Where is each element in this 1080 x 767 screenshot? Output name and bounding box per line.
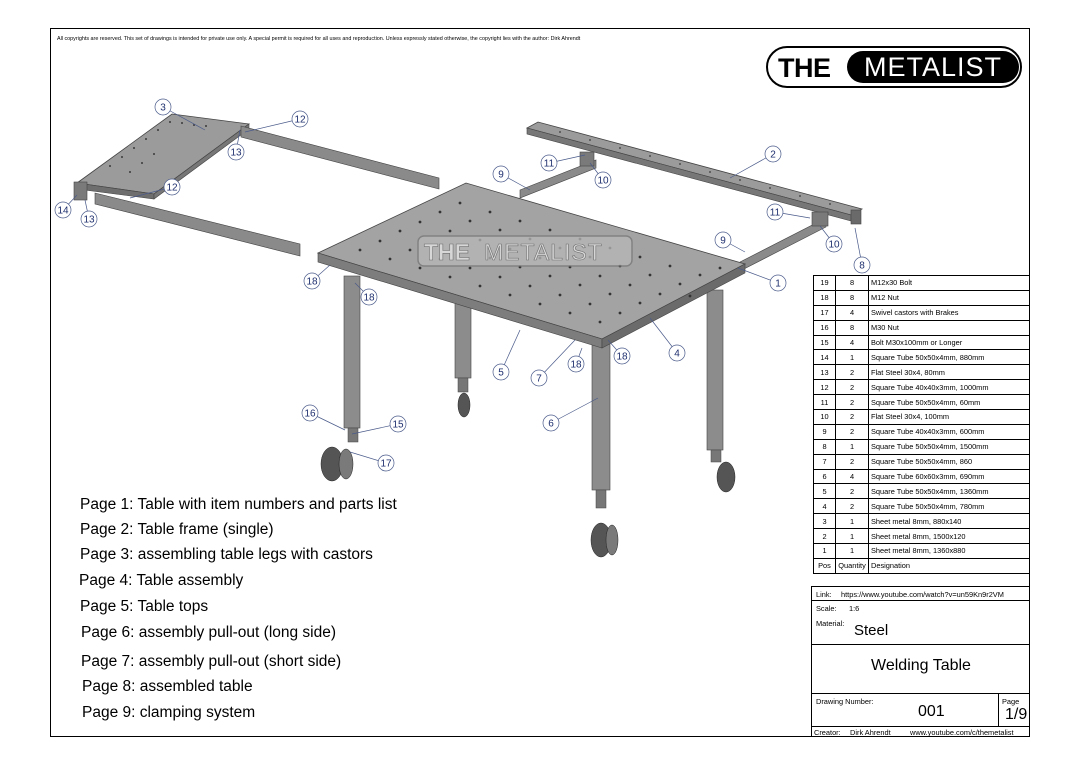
parts-row	[814, 380, 1030, 395]
parts-cell-designation: Bolt M30x100mm or Longer	[869, 335, 1030, 350]
parts-cell-designation: Flat Steel 30x4, 80mm	[869, 365, 1030, 380]
callout-5	[493, 330, 520, 380]
callout-number: 15	[392, 419, 404, 431]
parts-cell-qty: 1	[836, 350, 869, 365]
callout-18	[304, 265, 330, 289]
callout-number: 11	[543, 158, 555, 170]
parts-cell-pos: 4	[814, 499, 836, 514]
parts-cell-designation: M30 Nut	[869, 320, 1030, 335]
parts-cell-qty: 1	[836, 439, 869, 454]
page-list-item: Page 9: clamping system	[82, 704, 256, 721]
copyright-notice: All copyrights are reserved. This set of drawings is intended for private use only. A special permit is required for all uses and reproduction. Unless expressly stated otherwise, the copyright lies with the author: Dirk Ahrendt	[57, 36, 581, 42]
watermark-the: THE	[424, 239, 470, 265]
callout-number: 9	[498, 169, 504, 181]
page-list-item: Page 6: assembly pull-out (long side)	[81, 624, 337, 641]
callout-number: 9	[720, 235, 726, 247]
drawing-number-label: Drawing Number:	[816, 697, 874, 706]
parts-cell-pos: 2	[814, 529, 836, 544]
parts-cell-pos: 17	[814, 305, 836, 320]
parts-row	[814, 454, 1030, 469]
parts-row	[814, 529, 1030, 544]
parts-cell-designation: M12 Nut	[869, 290, 1030, 305]
parts-cell-pos: 10	[814, 410, 836, 425]
parts-cell-qty: 2	[836, 484, 869, 499]
drawing-number: 001	[918, 703, 945, 720]
scale-label: Scale:	[816, 604, 837, 613]
callout-9	[493, 166, 530, 190]
parts-cell-qty: 4	[836, 305, 869, 320]
callout-16	[302, 405, 345, 430]
parts-row	[814, 544, 1030, 559]
page-list-item: Page 5: Table tops	[80, 598, 209, 615]
page-list-item: Page 4: Table assembly	[79, 572, 244, 589]
parts-row	[814, 424, 1030, 439]
callout-18	[568, 348, 584, 372]
callout-number: 18	[306, 276, 318, 288]
callout-number: 13	[83, 214, 95, 226]
parts-cell-designation: M12x30 Bolt	[869, 276, 1030, 291]
callout-6	[543, 398, 598, 431]
parts-row	[814, 499, 1030, 514]
callout-number: 16	[304, 408, 316, 420]
parts-cell-qty: Quantity	[836, 558, 869, 573]
callout-number: 3	[160, 102, 166, 114]
parts-cell-qty: 2	[836, 395, 869, 410]
parts-cell-pos: 8	[814, 439, 836, 454]
parts-row	[814, 365, 1030, 380]
parts-row	[814, 320, 1030, 335]
parts-cell-pos: 1	[814, 544, 836, 559]
parts-cell-designation: Designation	[869, 558, 1030, 573]
parts-cell-qty: 2	[836, 454, 869, 469]
parts-cell-qty: 1	[836, 529, 869, 544]
parts-cell-qty: 2	[836, 365, 869, 380]
callout-number: 11	[769, 207, 781, 219]
callout-number: 12	[294, 114, 306, 126]
parts-cell-designation: Sheet metal 8mm, 1360x880	[869, 544, 1030, 559]
parts-row	[814, 395, 1030, 410]
table-top	[318, 183, 745, 348]
callout-number: 10	[828, 239, 840, 251]
parts-cell-pos: 3	[814, 514, 836, 529]
parts-cell-designation: Square Tube 50x50x4mm, 1360mm	[869, 484, 1030, 499]
callout-number: 14	[57, 205, 69, 217]
callout-17	[350, 452, 394, 471]
callout-number: 5	[498, 367, 504, 379]
parts-cell-qty: 4	[836, 335, 869, 350]
parts-cell-pos: 5	[814, 484, 836, 499]
drawing-title: Welding Table	[871, 657, 971, 674]
callout-13	[81, 200, 97, 227]
parts-cell-pos: 19	[814, 276, 836, 291]
parts-row	[814, 335, 1030, 350]
parts-cell-qty: 2	[836, 410, 869, 425]
callout-number: 7	[536, 373, 542, 385]
material-value: Steel	[854, 622, 889, 639]
callout-18	[608, 340, 630, 364]
parts-cell-qty: 2	[836, 380, 869, 395]
logo-name: METALIST	[847, 51, 1019, 83]
parts-cell-qty: 8	[836, 290, 869, 305]
parts-row	[814, 290, 1030, 305]
parts-cell-designation: Square Tube 50x50x4mm, 780mm	[869, 499, 1030, 514]
page-list-item: Page 8: assembled table	[82, 678, 253, 695]
parts-row	[814, 484, 1030, 499]
parts-cell-qty: 2	[836, 424, 869, 439]
parts-cell-qty: 8	[836, 320, 869, 335]
callout-number: 18	[363, 292, 375, 304]
parts-cell-pos: 18	[814, 290, 836, 305]
parts-cell-pos: 15	[814, 335, 836, 350]
callout-number: 6	[548, 418, 554, 430]
link-value: https://www.youtube.com/watch?v=un59Kn9r2VM	[841, 590, 1004, 599]
parts-cell-designation: Square Tube 50x50x4mm, 60mm	[869, 395, 1030, 410]
parts-cell-pos: 9	[814, 424, 836, 439]
page-list-item: Page 7: assembly pull-out (short side)	[81, 653, 342, 670]
watermark-name: METALIST	[484, 239, 603, 265]
callout-number: 10	[597, 175, 609, 187]
parts-cell-pos: 11	[814, 395, 836, 410]
page-list-item: Page 1: Table with item numbers and parts list	[80, 496, 397, 513]
parts-row	[814, 276, 1030, 291]
material-label: Material:	[816, 619, 845, 628]
parts-row	[814, 514, 1030, 529]
parts-row	[814, 305, 1030, 320]
creator-name: Dirk Ahrendt	[850, 728, 891, 737]
logo-the: THE	[778, 53, 831, 83]
parts-row	[814, 350, 1030, 365]
parts-cell-qty: 1	[836, 544, 869, 559]
callout-number: 12	[166, 182, 178, 194]
parts-cell-designation: Swivel castors with Brakes	[869, 305, 1030, 320]
link-label: Link:	[816, 590, 832, 599]
parts-list-table	[813, 275, 1030, 574]
callout-number: 18	[616, 351, 628, 363]
parts-cell-pos: 12	[814, 380, 836, 395]
page-list-item: Page 2: Table frame (single)	[80, 521, 274, 538]
callout-number: 18	[570, 359, 582, 371]
parts-cell-designation: Square Tube 60x60x3mm, 690mm	[869, 469, 1030, 484]
page-label: Page	[1002, 697, 1020, 706]
parts-cell-qty: 4	[836, 469, 869, 484]
parts-cell-pos: 14	[814, 350, 836, 365]
callout-8	[854, 228, 870, 273]
parts-cell-pos: 16	[814, 320, 836, 335]
callout-number: 4	[674, 348, 680, 360]
page-list-item: Page 3: assembling table legs with castors	[80, 546, 373, 563]
title-block	[811, 586, 1030, 737]
callout-number: 17	[380, 458, 392, 470]
parts-cell-pos: 6	[814, 469, 836, 484]
creator-label: Creator:	[814, 728, 841, 737]
parts-cell-designation: Square Tube 50x50x4mm, 1500mm	[869, 439, 1030, 454]
parts-cell-designation: Square Tube 50x50x4mm, 860	[869, 454, 1030, 469]
callout-number: 13	[230, 147, 242, 159]
callout-number: 1	[775, 278, 781, 290]
parts-cell-designation: Sheet metal 8mm, 1500x120	[869, 529, 1030, 544]
parts-cell-qty: 8	[836, 276, 869, 291]
callout-12	[245, 111, 308, 132]
parts-cell-qty: 2	[836, 499, 869, 514]
parts-cell-designation: Square Tube 40x40x3mm, 1000mm	[869, 380, 1030, 395]
callout-number: 8	[859, 260, 865, 272]
parts-cell-designation: Square Tube 40x40x3mm, 600mm	[869, 424, 1030, 439]
parts-cell-pos: 7	[814, 454, 836, 469]
callout-4	[650, 318, 685, 361]
callout-number: 2	[770, 149, 776, 161]
callout-14	[55, 195, 77, 218]
parts-cell-pos: 13	[814, 365, 836, 380]
callout-10	[590, 163, 611, 188]
parts-cell-pos: Pos	[814, 558, 836, 573]
channel-url: www.youtube.com/c/themetalist	[910, 728, 1014, 737]
callout-leader-line	[245, 119, 300, 132]
parts-row	[814, 469, 1030, 484]
parts-row	[814, 410, 1030, 425]
parts-row	[814, 439, 1030, 454]
callout-2	[730, 146, 781, 178]
callout-9	[715, 232, 745, 252]
parts-cell-designation: Sheet metal 8mm, 880x140	[869, 514, 1030, 529]
parts-cell-designation: Flat Steel 30x4, 100mm	[869, 410, 1030, 425]
parts-row	[814, 558, 1030, 573]
parts-cell-qty: 1	[836, 514, 869, 529]
callout-10	[820, 226, 842, 252]
parts-cell-designation: Square Tube 50x50x4mm, 880mm	[869, 350, 1030, 365]
scale-value: 1:6	[849, 604, 860, 613]
page-number: 1/9	[1005, 706, 1028, 723]
